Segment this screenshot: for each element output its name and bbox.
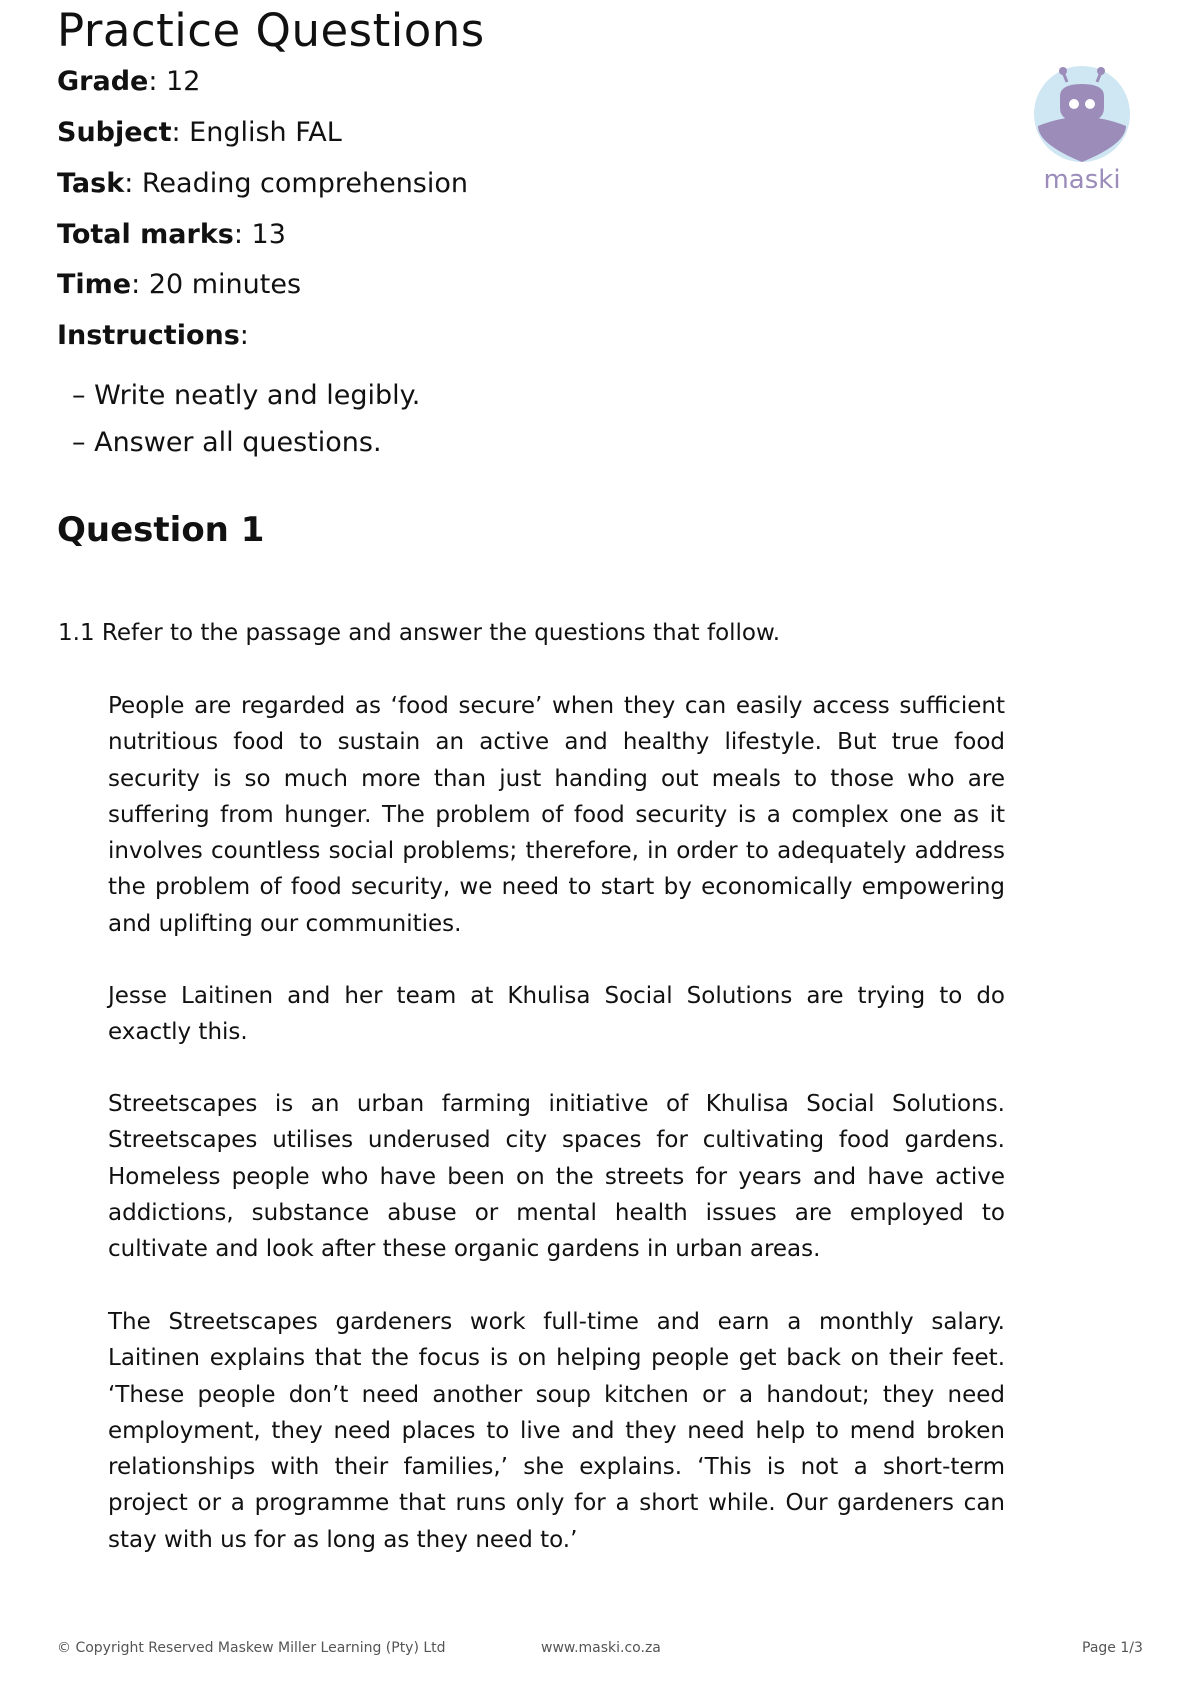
question-heading: Question 1 (57, 510, 265, 550)
dash-bullet: – (72, 380, 86, 411)
question-intro: 1.1 Refer to the passage and answer the questions that follow. (58, 620, 781, 646)
subject-value: English FAL (189, 117, 342, 148)
subject-label: Subject (57, 117, 172, 148)
page-title: Practice Questions (57, 4, 485, 57)
logo-text: maski (1043, 165, 1121, 192)
passage-paragraph: People are regarded as ‘food secure’ when they can easily access sufficient nutritious food to sustain an active and healthy lifestyle. But true food security is so much more than just handing out meals to those who are suffering from hunger. The problem of food security is a complex one as it involves countless social problems; therefore, in order to adequately address the problem of food security, we need to start by economically empowering and uplifting our communities. (108, 693, 1005, 937)
footer-website[interactable]: www.maski.co.za (541, 1640, 661, 1656)
passage-paragraph: Jesse Laitinen and her team at Khulisa Social Solutions are trying to do exactly this. (108, 983, 1005, 1046)
time-label: Time (57, 269, 132, 300)
passage-paragraph: Streetscapes is an urban farming initiative of Khulisa Social Solutions. Streetscapes utilises underused city spaces for cultivating food gardens. Homeless people who have been on the streets for years and have active addictions, substance abuse or mental health issues are employed to cultivate and look after these organic gardens in urban areas. (108, 1091, 1005, 1263)
grade-label: Grade (57, 66, 149, 97)
maski-logo (1030, 62, 1134, 192)
instruction-item: – Answer all questions. (72, 427, 382, 458)
passage-paragraph: The Streetscapes gardeners work full-time and earn a monthly salary. Laitinen explains that the focus is on helping people get back on their feet. ‘These people don’t need another soup kitchen or a handout; they need employment, they need places to live and they need help to mend broken relationships with their families,’ she explains. ‘This is not a short-term project or a programme that runs only for a short while. Our gardeners can stay with us for as long as they need to.’ (108, 1309, 1005, 1553)
marks-value: 13 (251, 219, 286, 250)
instruction-item: – Write neatly and legibly. (72, 380, 421, 411)
dash-bullet: – (72, 427, 86, 458)
time-value: 20 minutes (148, 269, 302, 300)
time-row: Time: 20 minutes (57, 269, 302, 300)
marks-label: Total marks (57, 219, 234, 250)
task-label: Task (57, 168, 125, 199)
footer-copyright: © Copyright Reserved Maskew Miller Learning (Pty) Ltd (57, 1640, 446, 1656)
subject-row: Subject: English FAL (57, 117, 342, 148)
footer-page-number: Page 1/3 (1082, 1640, 1143, 1656)
marks-row: Total marks: 13 (57, 219, 286, 250)
grade-value: 12 (166, 66, 201, 97)
instructions-label: Instructions (57, 320, 240, 351)
task-row: Task: Reading comprehension (57, 168, 469, 199)
task-value: Reading comprehension (141, 168, 469, 199)
grade-row: Grade: 12 (57, 66, 201, 97)
instructions-row: Instructions: (57, 320, 249, 351)
